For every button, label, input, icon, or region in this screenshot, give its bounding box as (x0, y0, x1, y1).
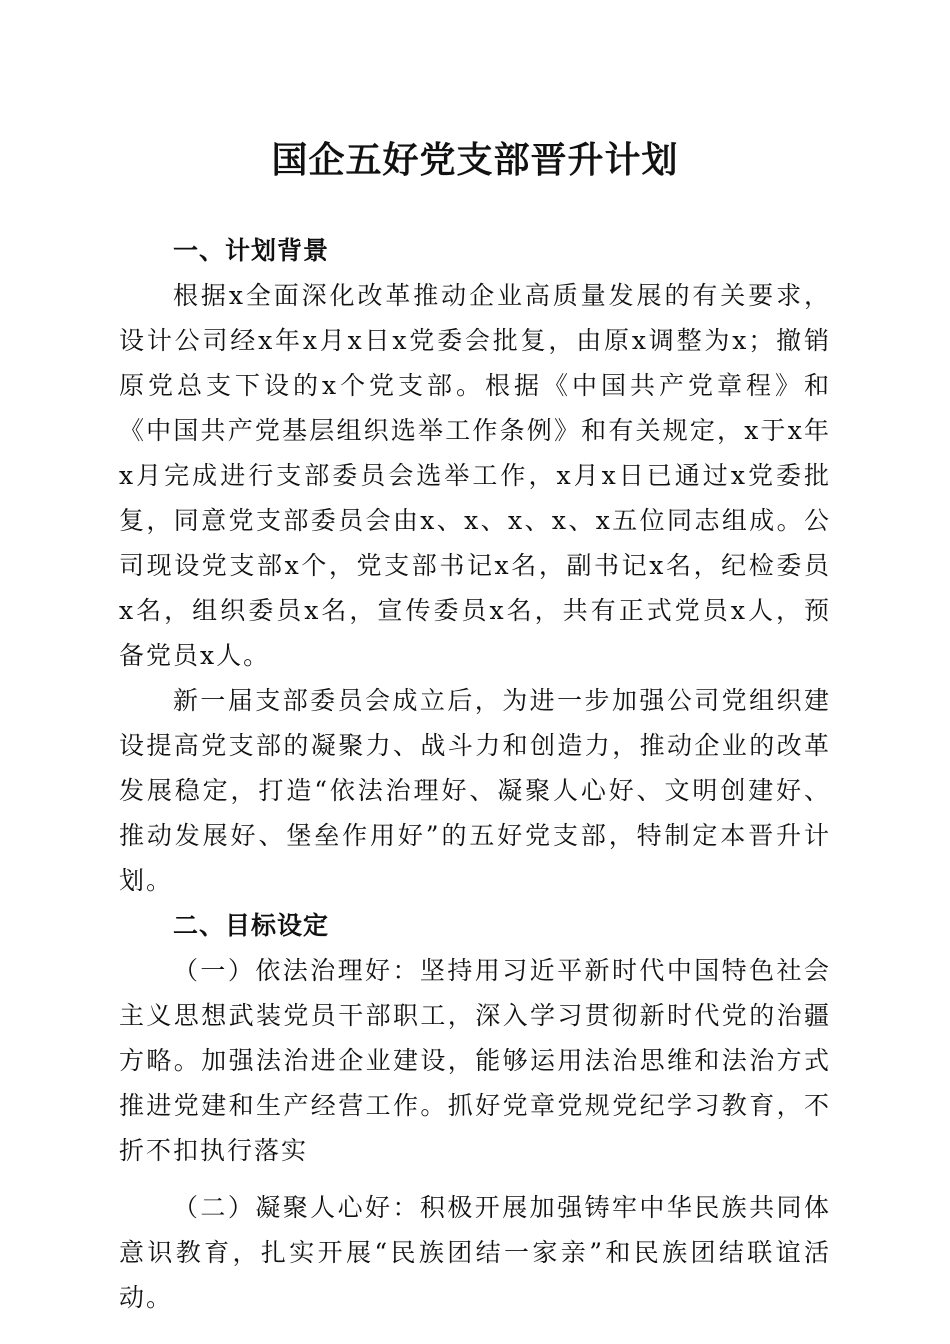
paragraph-background-2: 新一届支部委员会成立后，为进一步加强公司党组织建设提高党支部的凝聚力、战斗力和创造力，推动企业的改革发展稳定，打造“依法治理好、凝聚人心好、文明创建好、推动发展好、堡垒作用好”的五好党支部，特制定本晋升计划。 (119, 686, 831, 895)
paragraph-background-1: 根据x全面深化改革推动企业高质量发展的有关要求，设计公司经x年x月x日x党委会批复，由原x调整为x；撤销原党总支下设的x个党支部。根据《中国共产党章程》和《中国共产党基层组织选举工作条例》和有关规定，x于x年x月完成进行支部委员会选举工作，x月x日已通过x党委批复，同意党支部委员会由x、x、x、x、x五位同志组成。公司现设党支部x个，党支部书记x名，副书记x名，纪检委员x名，组织委员x名，宣传委员x名，共有正式党员x人，预备党员x人。 (119, 281, 831, 670)
section-heading-background: 一、计划背景 (173, 236, 330, 265)
paragraph-goal-2: （二）凝聚人心好：积极开展加强铸牢中华民族共同体意识教育，扎实开展“民族团结一家亲”和民族团结联谊活动。 (119, 1193, 831, 1312)
paragraph-goal-1: （一）依法治理好：坚持用习近平新时代中国特色社会主义思想武装党员干部职工，深入学习贯彻新时代党的治疆方略。加强法治进企业建设，能够运用法治思维和法治方式推进党建和生产经营工作。抓好党章党规党纪学习教育，不折不扣执行落实 (119, 956, 831, 1165)
section-heading-goals: 二、目标设定 (173, 911, 330, 940)
document-title: 国企五好党支部晋升计划 (271, 139, 679, 181)
document-body (119, 228, 831, 1320)
